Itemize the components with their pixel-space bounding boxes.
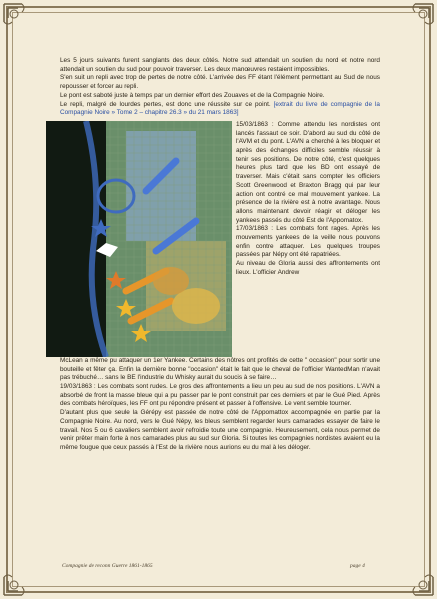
paragraph-text: Le repli, malgré de lourdes pertes, est donc une réussite sur ce point. <box>60 100 274 108</box>
page-number: page 4 <box>350 563 365 569</box>
corner-ornament-icon <box>401 563 435 597</box>
source-link[interactable]: [extrait du livre de compagnie de la Compagnie Noire » Tome 2 – chapitre 26.3 » du 21 mars 1863] <box>60 100 380 117</box>
article-body <box>60 57 380 453</box>
paragraph: Le pont est saboté juste à temps par un dernier effort des Zouaves et de la Compagnie Noire. <box>60 91 325 99</box>
paragraph: S'en suit un repli avec trop de pertes de notre côté. L'arrivée des FF étant l'élément permettant au Sud de nous repousser et forcer au repli. <box>60 74 380 91</box>
side-column <box>236 121 380 278</box>
battle-map-image <box>46 121 232 357</box>
figure-row <box>60 121 380 357</box>
footer-title: Compagnie de reconn Guerre 1861-1865 <box>62 563 153 569</box>
paragraph: McLean a même pu attaquer un 1er Yankee. Certains des nôtres ont profités de cette " occasion" pour sortir une bouteille et fêter ça. Enfin la dernière bonne "occasion" était le fait que le cheval de l'officier WantedMan n'avait pas trébuché… sans le BE l'industrie du Whisky aurait du soucis à se faire… <box>60 356 380 382</box>
corner-ornament-icon <box>401 2 435 36</box>
paragraph: 19/03/1863 : Les combats sont rudes. Le gros des affrontements a lieu un peu au sud de nos positions. L'AVN a absorbé de front la masse bleue qui a pu passer par le pont construit par ces derniers et par le Gué Pied. Après des combats héroïques, les FF ont pu répondre présent et passer à l'offensive. Le vent semble tourner. <box>60 383 380 408</box>
paragraph: D'autant plus que seule la Gérépy est passée de notre côté de l'Appomattox accompagnée en partie par la Compagnie Noire. Au nord, vers le Gué Népy, les bleus semblent regarder leurs camarades essayer de faire le travail. Nos 5 ou 6 cavaliers semblent avoir refroidie toute une compagnie. Heureusement, cela nous permet de venir prêter main forte à nos camarades plus au sud sur Gloria. Si toutes les compagnies nordistes avaient eu la même fougue que ceux passés à l'Est de la rivière nous aurions eu du mal à les déloger. <box>60 409 380 451</box>
paragraph: 15/03/1863 : Comme attendu les nordistes ont lancés l'assaut ce soir. D'abord au sud du côté de l'AVM et du pont. L'AVN a cherché à les bloquer et après des échanges difficiles semble réussir à tenir ses positions. De notre côté, c'est quelques heures plus tard que les BD ont essayé de traverser. Mais c'était sans compter les officiers Scott Greenwood et Braxton Bragg qui par leur action ont contré ce mal mouvement yankee. La présence de la rivière est à notre avantage. Nous allons maintenant devoir réagir et déloger les yankees passés du côté Est de l'Appomatox. <box>236 120 380 224</box>
paragraph <box>60 101 380 118</box>
corner-ornament-icon <box>2 563 36 597</box>
corner-ornament-icon <box>2 2 36 36</box>
paragraph: 17/03/1863 : Les combats font rages. Après les mouvements yankees de la veille nous pouvons enfin contre attaquer. Les quelques troupes passées par Népy ont été rapatriées. <box>236 225 380 259</box>
paragraph: Les 5 jours suivants furent sanglants des deux côtés. Notre sud attendait un soutien du nord et notre nord attendait un soutien du sud pour pouvoir traverser. Les deux manœuvres restaient impossibles. <box>60 57 380 73</box>
paragraph: Au niveau de Gloria aussi des affrontements ont lieux. L'officier Andrew <box>236 260 380 276</box>
